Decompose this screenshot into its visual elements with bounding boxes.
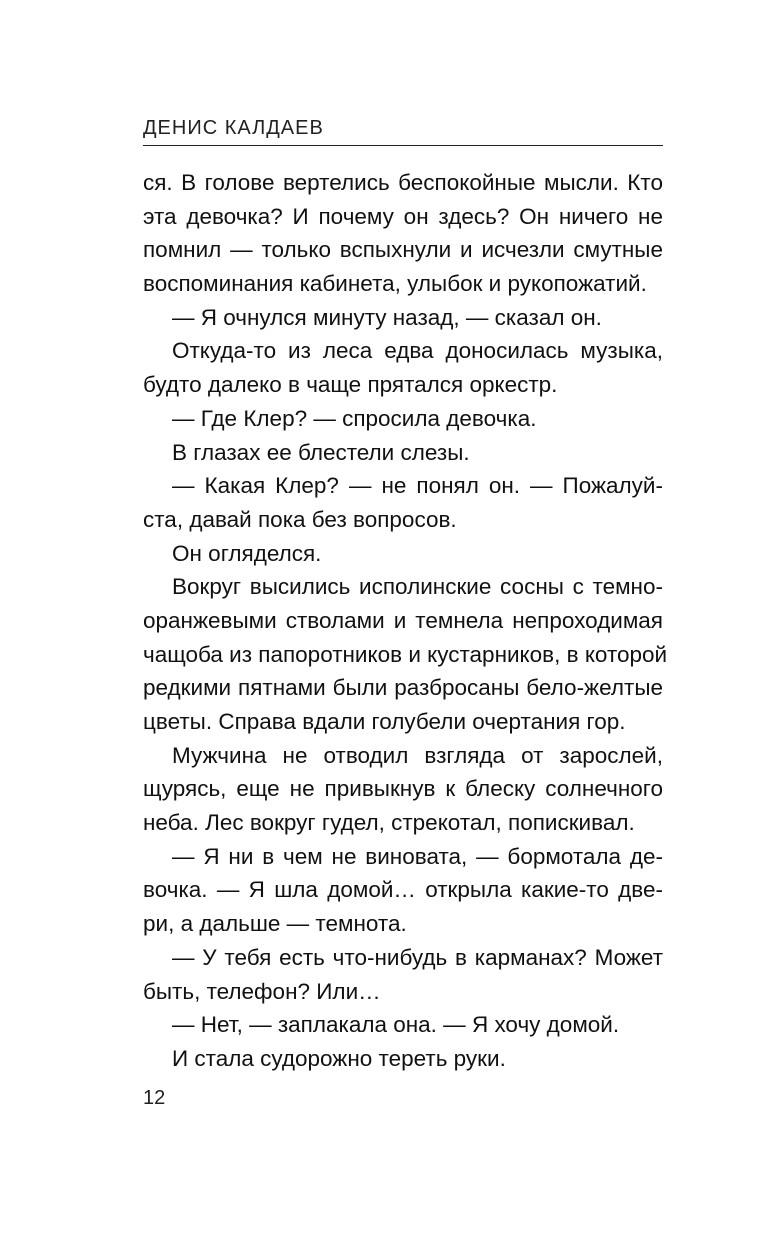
text-line: — Какая Клер? — не понял он. — Пожалуй- xyxy=(172,473,663,499)
text-line: будто далеко в чаще прятался оркестр. xyxy=(143,372,558,398)
running-header-author: ДЕНИС КАЛДАЕВ xyxy=(143,117,324,139)
text-line: ста, давай пока без вопросов. xyxy=(143,506,457,532)
header-divider xyxy=(143,145,663,146)
text-line: — У тебя есть что-нибудь в карманах? Может xyxy=(172,944,663,970)
text-line: щурясь, еще не привыкнув к блеску солнечного xyxy=(143,776,663,802)
text-line: цветы. Справа вдали голубели очертания гор. xyxy=(143,709,626,734)
text-line: ся. В голове вертелись беспокойные мысли. Кто xyxy=(143,170,663,195)
text-line: помнил — только вспыхнули и исчезли смутные xyxy=(143,237,663,263)
text-line: чащоба из папоротников и кустарников, в которой xyxy=(143,641,668,667)
text-line: Откуда-то из леса едва доносилась музыка, xyxy=(172,338,663,364)
text-line: эта девочка? И почему он здесь? Он ничего не xyxy=(143,203,663,229)
text-line: ри, а дальше — темнота. xyxy=(143,911,407,937)
text-line: оранжевыми стволами и темнела непроходимая xyxy=(143,607,663,633)
page-number: 12 xyxy=(143,1087,166,1109)
text-line: воспоминания кабинета, улыбок и рукопожатий. xyxy=(143,271,647,297)
text-line: — Нет, — заплакала она. — Я хочу домой. xyxy=(172,1012,620,1038)
text-line: Мужчина не отводил взгляда от зарослей, xyxy=(172,742,663,768)
text-line: Вокруг высились исполинские сосны с темно- xyxy=(172,574,663,600)
text-line: неба. Лес вокруг гудел, стрекотал, попискивал. xyxy=(143,810,635,836)
text-line: быть, телефон? Или… xyxy=(143,978,381,1004)
text-line: И стала судорожно тереть руки. xyxy=(172,1045,506,1071)
text-line: В глазах ее блестели слезы. xyxy=(172,439,470,465)
text-line: Он огляделся. xyxy=(172,540,322,566)
text-line: — Где Клер? — спросила девочка. xyxy=(172,405,537,431)
body-text xyxy=(143,166,668,1076)
text-line: — Я ни в чем не виновата, — бормотала де- xyxy=(172,843,663,869)
text-line: редкими пятнами были разбросаны бело-желтые xyxy=(143,675,663,701)
text-line: — Я очнулся минуту назад, — сказал он. xyxy=(172,304,602,330)
text-line: вочка. — Я шла домой… открыла какие-то две- xyxy=(143,877,663,903)
